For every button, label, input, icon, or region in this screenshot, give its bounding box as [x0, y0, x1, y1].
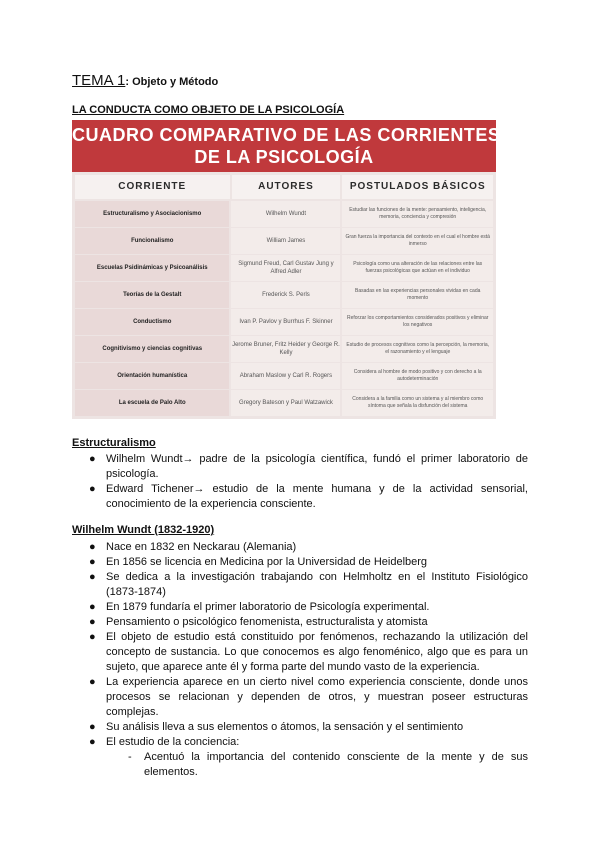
list-item	[72, 555, 528, 570]
document-title	[72, 72, 218, 89]
bullet-icon: ●	[89, 453, 96, 465]
bullet-icon: ●	[89, 616, 96, 628]
list-item-text: Se dedica a la investigación trabajando con Helmholtz en el Instituto Fisiológico (1873-1874)	[106, 571, 528, 598]
cell-postulados: Basadas en las experiencias personales vividas en cada momento	[342, 282, 493, 308]
cell-corriente: Escuelas Psidinámicas y Psicoanálisis	[75, 255, 229, 281]
cell-postulados: Gran fuerza la importancia del contexto en el cual el hombre está inmerso	[342, 228, 493, 254]
table-header-row	[75, 175, 493, 199]
cell-postulados: Psicología como una alteración de las relaciones entre las fuerzas psicológicas que actúan en el individuo	[342, 255, 493, 281]
cell-corriente: Orientación humanística	[75, 363, 229, 389]
column-header-autores: AUTORES	[232, 175, 341, 199]
sub-list-item	[72, 750, 528, 780]
list-item-text: La experiencia aparece en un cierto nivel como experiencia consciente, donde unos procesos se relacionan y dependen de otros, y muestran poseer estructuras complejas.	[106, 676, 528, 718]
bullet-icon: ●	[89, 676, 96, 688]
bullet-icon: ●	[89, 483, 96, 495]
table-row	[75, 390, 493, 416]
list-item	[72, 570, 528, 600]
cell-autores: Jerome Bruner, Fritz Heider y George R. Kelly	[231, 336, 340, 362]
dash-icon: -	[128, 751, 132, 763]
column-header-corriente: CORRIENTE	[75, 175, 230, 199]
table-row	[75, 309, 493, 335]
list-item	[72, 600, 528, 615]
cell-postulados: Considera al hombre de modo positivo y con derecho a la autodeterminación	[342, 363, 493, 389]
estructuralismo-heading: Estructuralismo	[72, 437, 156, 449]
bullet-icon: ●	[89, 631, 96, 643]
tema-subtitle: : Objeto y Método	[125, 76, 219, 88]
cell-postulados: Considera a la familia como un sistema y al miembro como síntoma que señala la disfunción del sistema	[342, 390, 493, 416]
table-row	[75, 228, 493, 254]
list-item-text: El estudio de la conciencia:	[106, 736, 240, 748]
cell-autores: Frederick S. Perls	[231, 282, 340, 308]
list-item	[72, 630, 528, 675]
wundt-heading: Wilhelm Wundt (1832-1920)	[72, 524, 215, 536]
bullet-icon: ●	[89, 721, 96, 733]
sub-list-item-text: Acentuó la importancia del contenido consciente de la mente y de sus elementos.	[144, 751, 528, 778]
cell-autores: Abraham Maslow y Carl R. Rogers	[231, 363, 340, 389]
cell-corriente: Cognitivismo y ciencias cognitivas	[75, 336, 229, 362]
cell-postulados: Estudiar las funciones de la mente: pensamiento, inteligencia, memoria, conciencia y compresión	[342, 201, 493, 227]
bullet-icon: ●	[89, 736, 96, 748]
table-row	[75, 282, 493, 308]
cell-corriente: Estructuralismo y Asociacionismo	[75, 201, 229, 227]
bullet-icon: ●	[89, 571, 96, 583]
wundt-list	[72, 540, 528, 780]
cell-autores: Gregory Bateson y Paul Watzawick	[231, 390, 340, 416]
table-row	[75, 201, 493, 227]
list-item-text: Edward Tichener→ estudio de la mente humana y de la actividad sensorial, conocimiento de la experiencia consciente.	[106, 483, 528, 510]
table-title	[72, 120, 501, 172]
list-item-text: El objeto de estudio está constituido por fenómenos, rechazando la utilización del concepto de sustancia. Lo que conocemos es algo fenoménico, algo que es para un sujeto, que aparece ante él y forma parte del mundo vasto de la experiencia.	[106, 631, 528, 673]
table-body	[72, 172, 496, 419]
column-header-postulados: POSTULADOS BÁSICOS	[342, 175, 493, 199]
cell-corriente: Conductismo	[75, 309, 229, 335]
bullet-icon: ●	[89, 601, 96, 613]
cell-corriente: Teorías de la Gestalt	[75, 282, 229, 308]
cell-postulados: Estudio de procesos cognitivos como la percepción, la memoria, el razonamiento y el lenguaje	[342, 336, 493, 362]
cell-corriente: La escuela de Palo Alto	[75, 390, 229, 416]
table-row	[75, 336, 493, 362]
list-item-text: Wilhelm Wundt→ padre de la psicología científica, fundó el primer laboratorio de psicología.	[106, 453, 528, 480]
cell-autores: William James	[231, 228, 340, 254]
cell-autores: Sigmund Freud, Carl Gustav Jung y Alfred Adler	[231, 255, 340, 281]
list-item-text: En 1856 se licencia en Medicina por la Universidad de Heidelberg	[106, 556, 428, 568]
estructuralismo-list	[72, 452, 528, 512]
comparative-table-image	[72, 120, 501, 419]
list-item-text: En 1879 fundaría el primer laboratorio de Psicología experimental.	[106, 601, 430, 613]
list-item	[72, 482, 528, 512]
table-row	[75, 255, 493, 281]
tema-label: TEMA 1	[72, 72, 126, 89]
list-item	[72, 615, 528, 630]
table-title-line2: DE LA PSICOLOGÍA	[194, 147, 374, 167]
cell-corriente: Funcionalismo	[75, 228, 229, 254]
list-item-text: Pensamiento o psicológico fenomenista, estructuralista y atomista	[106, 616, 428, 628]
cell-autores: Wilhelm Wundt	[231, 201, 340, 227]
list-item-text: Nace en 1832 en Neckarau (Alemania)	[106, 541, 297, 553]
list-item	[72, 675, 528, 720]
cell-postulados: Reforzar los comportamientos considerados positivos y eliminar los negativos	[342, 309, 493, 335]
list-item	[72, 720, 528, 735]
cell-autores: Ivan P. Pavlov y Burrhus F. Skinner	[231, 309, 340, 335]
section-title: LA CONDUCTA COMO OBJETO DE LA PSICOLOGÍA	[72, 104, 345, 116]
list-item	[72, 540, 528, 555]
table-row	[75, 363, 493, 389]
list-item-text: Su análisis lleva a sus elementos o átomos, la sensación y el sentimiento	[106, 721, 464, 733]
list-item	[72, 735, 528, 750]
bullet-icon: ●	[89, 541, 96, 553]
list-item	[72, 452, 528, 482]
table-title-line1: CUADRO COMPARATIVO DE LAS CORRIENTES	[72, 125, 501, 145]
bullet-icon: ●	[89, 556, 96, 568]
